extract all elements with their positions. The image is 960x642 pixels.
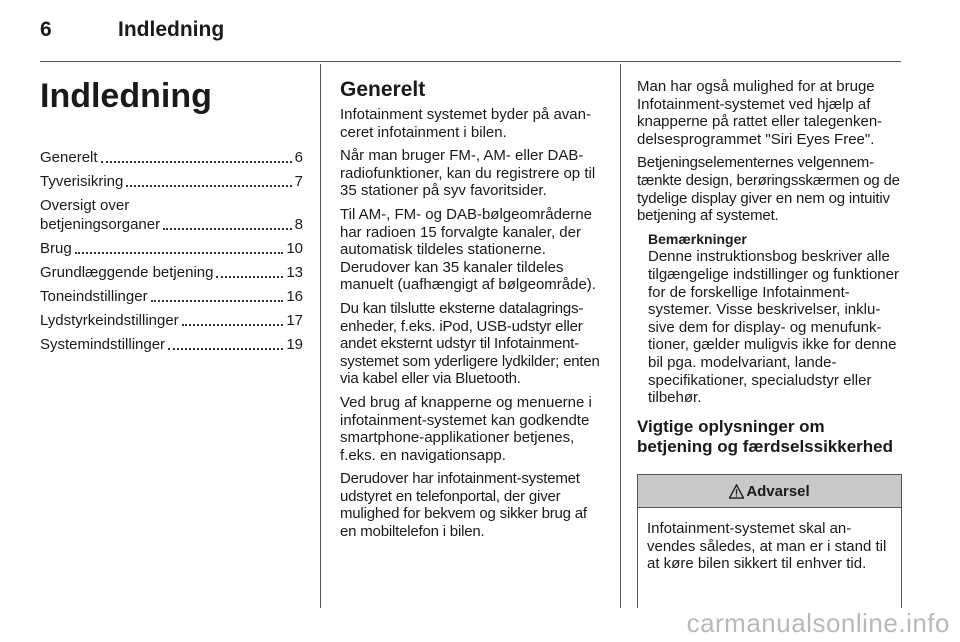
toc-entry-label: Generelt — [40, 149, 98, 166]
toc-leader-dots — [216, 276, 283, 278]
warning-title: Advarsel — [746, 482, 810, 500]
section-generelt — [340, 64, 603, 547]
warning-triangle-icon — [729, 484, 744, 499]
toc-entry[interactable] — [40, 287, 303, 306]
toc-entry-page: 6 — [294, 149, 303, 166]
toc-entry[interactable] — [40, 335, 303, 354]
toc-entry-page: 8 — [294, 216, 303, 233]
paragraph: Du kan tilslutte eksterne datalagringsenheder, f.eks. iPod, USB-udstyr eller andet eksternt udstyr til Infotainment-systemet som yderligere lydkilder; enten via kabel eller via Bluetooth. — [340, 299, 600, 388]
note-text: Denne instruktionsbog beskriver alle tilgængelige indstillinger og funktioner for de forskellige Infotainment-systemer. Visse beskrivelser, inklusive dem for display- og menufunktioner, gælder muligvis ikke for denne bil pga. modelvariant, landespecifikationer, specialudstyr eller tilbehør. — [648, 248, 899, 407]
toc-entry-page: 17 — [286, 312, 303, 329]
warning-header — [638, 474, 901, 508]
toc-entry-label: Systemindstillinger — [40, 336, 166, 353]
toc-entry-label: betjeningsorganer — [40, 216, 161, 233]
paragraph: Betjeningselementernes velgennemtænkte design, berøringsskærmen og de tydelige display giver en nem og intuitiv betjening af systemet. — [637, 154, 900, 225]
toc-entry[interactable] — [40, 239, 303, 258]
toc-entry[interactable] — [40, 148, 303, 167]
toc-entry-page: 10 — [286, 240, 303, 257]
column-three — [637, 64, 901, 468]
toc-leader-dots — [151, 300, 284, 302]
section-title: Generelt — [340, 78, 426, 101]
warning-text: Infotainment-systemet skal anvendes således, at man er i stand til at køre bilen sikkert til enhver tid. — [647, 520, 887, 573]
paragraph: Derudover har infotainment-systemet udstyret en telefonportal, der giver mulighed for bekvem og sikker brug af en mobiltelefon i bilen. — [340, 470, 587, 541]
paragraph: Når man bruger FM-, AM- eller DAB-radiofunktioner, kan du registrere op til 35 stationer på syv favoritsider. — [340, 147, 596, 200]
toc-leader-dots — [168, 348, 283, 350]
toc-entry[interactable] — [40, 311, 303, 330]
toc-column — [40, 64, 303, 359]
table-of-contents — [40, 148, 303, 354]
toc-entry-label: Lydstyrkeindstillinger — [40, 312, 179, 329]
toc-entry-page: 7 — [294, 173, 303, 190]
toc-leader-dots — [101, 161, 292, 163]
toc-entry-label: Brug — [40, 240, 72, 257]
subheading: Vigtige oplysninger om betjening og færdselssikkerhed — [637, 416, 894, 457]
toc-entry[interactable] — [40, 196, 303, 234]
note-block — [637, 231, 901, 407]
toc-leader-dots — [126, 185, 291, 187]
toc-entry[interactable] — [40, 172, 303, 191]
watermark: carmanualsonline.info — [686, 608, 950, 638]
column-divider — [320, 64, 321, 608]
toc-entry-label: Grundlæggende betjening — [40, 264, 214, 281]
toc-entry-line2 — [40, 215, 303, 234]
paragraph: Ved brug af knapperne og menuerne i infotainment-systemet kan godkendte smartphone-applikationer betjenes, f.eks. en navigationsapp. — [340, 393, 592, 464]
toc-entry-label: Tyverisikring — [40, 173, 124, 190]
toc-entry-page: 13 — [286, 264, 303, 281]
note-title: Bemærkninger — [648, 230, 747, 247]
toc-entry-page: 16 — [286, 288, 303, 305]
toc-entry-page: 19 — [286, 336, 303, 353]
page-header — [40, 18, 900, 48]
warning-box — [637, 474, 902, 608]
toc-leader-dots — [182, 324, 284, 326]
paragraph: Infotainment systemet byder på avanceret infotainment i bilen. — [340, 106, 591, 141]
toc-entry-label-line1: Oversigt over — [40, 197, 130, 214]
chapter-title: Indledning — [40, 77, 212, 115]
paragraph: Til AM-, FM- og DAB-bølgeområderne har radioen 15 forvalgte kanaler, der automatisk tildeles stationerne. Derudover kan 35 kanaler tildeles manuelt (uafhængigt af bølgeområde). — [340, 205, 596, 294]
paragraph: Man har også mulighed for at bruge Infotainment-systemet ved hjælp af knapperne på rattet eller talegenkendelsesprogrammet "Siri Eyes Free". — [637, 78, 883, 148]
page-number: 6 — [40, 18, 52, 41]
toc-entry[interactable] — [40, 263, 303, 282]
header-divider — [40, 61, 901, 62]
running-header-title: Indledning — [118, 18, 225, 41]
toc-entry-label: Toneindstillinger — [40, 288, 148, 305]
toc-leader-dots — [75, 252, 284, 254]
toc-leader-dots — [163, 228, 292, 230]
column-divider — [620, 64, 621, 608]
